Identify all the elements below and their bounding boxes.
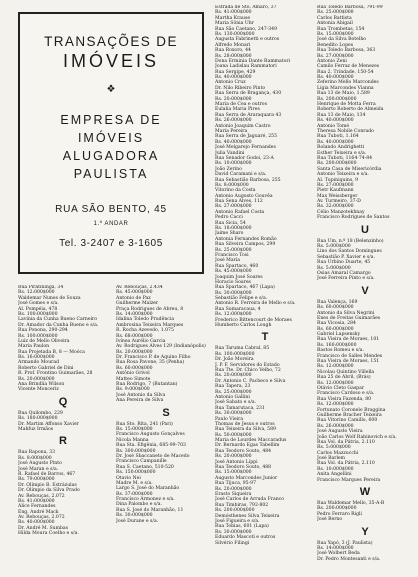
ad-address: RUA SÃO BENTO, 45	[55, 204, 167, 215]
listing-line: Rs. 100:000$000	[18, 333, 58, 339]
listing-line: Rua Roxoro, 44	[215, 48, 251, 54]
listing-line: Rua Spartaco, 460	[215, 263, 259, 269]
listing-line: Sebastião Felipe e s/a.	[215, 296, 268, 302]
section-letter: W	[359, 486, 371, 499]
listing-line: Fortunato Coronelo Braggina	[317, 407, 386, 413]
listing-line: Praça Rodrigues de Abreu, 8	[116, 306, 184, 312]
listing-line: Rua Rapona, 33	[18, 450, 56, 456]
listing-line: Nicolau Quintino Villella	[317, 369, 375, 375]
listing-line: Rs. 8:000$000	[215, 182, 249, 188]
listing-line: Dr. João Moreira	[215, 357, 254, 363]
listing-line: José Sabato e s/a.	[215, 400, 257, 406]
listing-line: Antonio Cruz	[215, 80, 246, 86]
listing-line: Rs. 15:000$000	[215, 470, 252, 476]
listing-line: Waldemar Nunes de Souza	[18, 295, 81, 301]
advertisement-box	[18, 12, 204, 274]
listing-line: Dr. José Sbaccaneto de Macedo	[116, 453, 190, 459]
section-letter: Q	[58, 395, 68, 408]
listing-line: Rua 13 de Maio, 1.589	[317, 91, 370, 97]
listing-line: Rua Valença, 169	[317, 299, 358, 305]
listing-line: Eulalia Maria Pires	[215, 107, 260, 113]
listing-column-2	[116, 285, 216, 575]
listing-line: Antonio da Silva Negrini	[317, 310, 375, 316]
listing-line: Rua Teixeira da Silva, 589	[215, 427, 276, 433]
listing-line: Rua Vicosia, 284	[317, 321, 356, 327]
ad-company-line-4: PAULISTA	[73, 167, 149, 181]
listing-line: Augusto Marcondes Junior	[215, 475, 278, 481]
listing-line: Rs. 25:000$000	[215, 389, 252, 395]
listing-line: Jaime Sharo	[215, 231, 244, 237]
listing-line: José Augusto Vieira	[317, 429, 363, 435]
listing-line: Rs. 10:000$000	[215, 161, 252, 167]
listing-line: Rua Teodoro Souto, 488	[215, 465, 272, 471]
listing-line: José Durane e s/a.	[116, 518, 159, 524]
listing-line: Rs. 200:000$000	[317, 161, 357, 167]
listing-line: Frederico Bittencourt de Moraes	[215, 317, 292, 323]
listing-line: Rs. 41:000$000	[215, 10, 252, 16]
listing-line: Paulo Vieira	[215, 416, 244, 422]
listing-line: Francisco Tosi	[215, 252, 249, 258]
listing-line: Rua Serra de Bragança, 430	[215, 91, 282, 97]
listing-line: Rs. 15:000$000	[317, 31, 354, 37]
listing-line: Av. Turmeiro, 37-D	[317, 199, 361, 205]
listing-line: Rua Quilombo, 229	[18, 410, 63, 416]
listing-line: Antonio Gallini	[215, 394, 250, 400]
listing-line: Santa Casa de Misericórdia	[317, 166, 382, 172]
listing-line: José Antonio Lippi	[215, 459, 258, 465]
listing-line: Zeferino Mello Marcondes	[317, 80, 379, 86]
listing-line: Rua Senador Godoi, 23-A	[215, 155, 274, 161]
listing-line: Lígia Marcondes Vianna	[317, 85, 374, 91]
listing-line: Célio Manzotekhnay	[317, 209, 365, 215]
listing-line: Rs. 68:000$000	[116, 333, 153, 339]
listing-line: Rua Tijuca, 95-97	[215, 481, 257, 487]
listing-line: Roberto Roberto de Almeida	[317, 107, 384, 113]
ad-company-line-2: IMÓVEIS	[77, 131, 145, 145]
ad-company-line-1: EMPRESA DE	[60, 113, 162, 127]
listing-line: Rs. 18:000$000	[215, 226, 252, 232]
listing-line: José Berno	[317, 517, 343, 523]
listing-line: Rua Sebastião Barbosa, 255	[215, 177, 281, 183]
listing-line: Rua Trombetas, 154	[317, 26, 365, 32]
listing-line: R. Prof. Frontino Guimarães, 28	[18, 371, 93, 377]
listing-line: João Zerino	[215, 166, 242, 172]
listing-line: Rs. 300:000$000	[116, 448, 156, 454]
listing-line: Rolando Andrighetti	[317, 145, 365, 151]
listing-line: Rs. 30:000$000	[215, 290, 252, 296]
listing-line: Dr. Martim Affonso Xavier	[18, 421, 79, 427]
listing-line: Rs. 12:000$000	[317, 364, 354, 370]
listing-line: Roberto Gabriel de Dini	[18, 365, 74, 371]
listing-line: Rs. 40:000$000	[18, 520, 55, 526]
listing-line: Antonio Teixeira e s/a.	[317, 172, 369, 178]
listing-column-4	[317, 5, 413, 575]
listing-line: Gabriel Lapsensky	[317, 332, 361, 338]
listing-line: Rs. 27:000$000	[215, 204, 252, 210]
listing-line: Rua Projetada B, 8 — Moóca	[18, 349, 85, 355]
listing-line: Rs. 12:000$000	[18, 290, 55, 296]
listing-line: Dr. Olímpio da Silva Prado	[18, 488, 80, 494]
listing-line: Guilherme Bracher Teixeira	[317, 412, 382, 418]
listing-line: Rs. 20:000$000	[18, 376, 55, 382]
listing-line: Dina Palombo e s/a.	[116, 502, 162, 508]
listing-line: José Maria	[215, 258, 240, 264]
listing-line: Dr. Pedro Montesanti e s/a.	[317, 556, 381, 562]
listing-line: José Melgarejo Fernandes	[215, 145, 276, 151]
listing-line: Rs. 40:000$000	[215, 139, 252, 145]
listing-line: Hilda Moura Coelho e s/a.	[18, 531, 79, 537]
listing-line: Rua Vol. da Pátria, 2.110	[317, 439, 375, 445]
listing-line: Rs. 5:000$000	[317, 445, 351, 451]
listing-line: Idalina Toledo Prudência	[116, 317, 175, 323]
listing-line: Alice Fernandes	[18, 504, 56, 510]
listing-line: Rua São Caetano, 247-349	[215, 26, 278, 32]
listing-line: Ana Pereira de Silva	[116, 398, 164, 404]
listing-line: Rs. 20:000$000	[215, 486, 252, 492]
listing-line: Henrique de Motta Ferra	[317, 102, 376, 108]
listing-line: Esther Teixeira e s/a.	[317, 150, 367, 156]
listing-line: Antonio Zeni	[317, 58, 347, 64]
listing-line: Rua Um, n.º 18 (Belenzinho)	[317, 238, 384, 244]
listing-line: José Ferreira Pinto e s/a.	[317, 276, 375, 282]
listing-line: Rua Sta. Efigênia, 685-99-703	[116, 443, 186, 449]
listing-line: Rua Sergipe, 429	[215, 69, 256, 75]
listing-line: Av. Rodrigues Alves 129 (Indianópolis)	[116, 344, 206, 350]
listing-line: Vicente Monceriz	[18, 387, 59, 393]
listing-line: Rs. 100:000$000	[215, 351, 255, 357]
listing-line: José Gomes e s/a.	[18, 301, 59, 307]
listing-line: Dr. André M. Sumbas	[18, 525, 69, 531]
listing-line: José Wolbert Beda	[317, 551, 360, 557]
listing-line: Rua Tamarutaca, 231	[215, 405, 265, 411]
listing-line: Rs. 45:000$000	[215, 269, 252, 275]
listing-line: Rua Serra de Araraquara 43	[215, 112, 282, 118]
listing-line: Luiz de Mello Oliveira	[18, 338, 70, 344]
listing-line: Rs. 20:000$000	[116, 349, 153, 355]
listing-line: Pedro Cacci	[215, 215, 243, 221]
listing-line: Mahfuz Irmãos	[18, 426, 54, 432]
listing-line: Rua Vieira Fazenda, 80	[317, 396, 372, 402]
listing-line: Silvério Filingi	[215, 540, 250, 546]
listing-line: Francisco Cardoso e s/a.	[317, 391, 375, 397]
listing-line: Pedro Ferraro Rigli	[317, 511, 362, 517]
listing-line: Rua Rosa Pavone, 35 (Penha)	[116, 360, 185, 366]
listing-line: João Carlos Wolf Rabinovich e s/a.	[317, 434, 397, 440]
section-letter: V	[361, 284, 369, 297]
listing-line: J. P. F. Servidores do Estado	[215, 362, 280, 368]
listing-column-3	[215, 5, 315, 575]
listing-line: Francisco de Salles Mendes	[317, 353, 383, 359]
listing-line: José Figueira e s/a.	[215, 518, 260, 524]
listing-line: Osias Amaral Camargo	[317, 270, 371, 276]
listing-line: Rua Yapó, 3 (J. Paulista)	[317, 540, 373, 546]
listing-line: Maria de Cea e outros	[215, 102, 267, 108]
listing-line: Dr. Francisco P. de Aquino Filho	[116, 355, 191, 361]
listing-line: Maria Pereira	[215, 128, 248, 134]
listing-line: Av. Rebouças, 2.072	[18, 515, 65, 521]
listing-line: Eng. André Mack	[18, 509, 59, 515]
listing-line: Rs. 16:000$000	[18, 355, 55, 361]
listing-line: Rs. 40:000$000	[215, 75, 252, 81]
listing-line: Rs. 26:000$000	[215, 118, 252, 124]
listing-line: Rs. 180:000$000	[18, 416, 58, 422]
listing-line: Rua Sena Alves, 112	[215, 199, 263, 205]
listing-line: Antonia Fernandes Romão	[215, 236, 277, 242]
listing-column-1	[18, 285, 108, 575]
listing-line: Alfredo Monari	[215, 42, 251, 48]
listing-line: Rs. 25:000$000	[215, 247, 252, 253]
listing-line: Rs. 30:000$000	[215, 411, 252, 417]
listing-line: Dr. Antonio C. Pacheco e Silva	[215, 378, 286, 384]
listing-line: José da Silva Botelho	[317, 37, 367, 43]
listing-line: Rs. 130:000$000	[215, 31, 255, 37]
listing-line: Julia Vandini	[215, 150, 245, 156]
ad-phones: Tel. 3-2407 e 3-1605	[59, 238, 163, 249]
listing-line: Dona Erminia Dante Rammatori	[215, 58, 291, 64]
listing-line: Rs. 8:000$000	[18, 455, 52, 461]
listing-line: Dr. Nilo Ribeiro Pinto	[215, 85, 266, 91]
section-letter: U	[361, 223, 369, 236]
listing-line: Otavio Nei	[116, 475, 141, 481]
ornament-icon: ❖	[106, 84, 116, 95]
listing-line: José Carlos de Arruda Franco	[215, 497, 284, 503]
listing-line: Rs. 50:000$000	[215, 432, 252, 438]
listing-line: Rua 2. Trindade, 150-54	[317, 69, 374, 75]
listing-line: Bastos Romeu e s/a.	[317, 348, 364, 354]
listing-line: R. Rafael de Barros, 467	[18, 471, 76, 477]
section-letter: S	[162, 406, 170, 419]
listing-line: Rs. 40:000$000	[317, 139, 354, 145]
listing-line: Augusta Fabrinetti e outros	[215, 37, 280, 43]
listing-line: Rs. 160:000$000	[317, 342, 357, 348]
listing-line: Rs. 60:000$000	[317, 305, 354, 311]
listing-line: Rs. 14:000$000	[317, 545, 354, 551]
listing-line: Otávio Cleto Gaspar	[317, 386, 365, 391]
listing-line: Rs. 9:000$000	[116, 387, 150, 393]
listing-line: Rs. 45:000$000	[116, 290, 153, 296]
listing-line: Dr. Amador da Cunha Bueno e s/a.	[18, 322, 99, 328]
listing-line: José Maran e s/a.	[18, 466, 59, 472]
listing-line: Antônio Grivol	[116, 371, 150, 377]
listing-line: Rua Waldemar Mello, 35-A-B	[317, 501, 385, 507]
listing-line: Al. Pompéia, 478	[18, 306, 58, 312]
listing-line: Rs. 10:000$000	[317, 466, 354, 472]
listing-line: Largo S. José do Maranhão	[116, 486, 180, 492]
listing-line: Rs. 32:000$000	[317, 204, 354, 210]
listing-line: Rs. 26:000$000	[317, 423, 354, 429]
ad-title-line-2: IMÓVEIS	[62, 51, 159, 71]
listing-line: Maria de Lourdes Maccaradus	[215, 438, 287, 444]
listing-line: Francisco Marques Pereira	[317, 477, 381, 483]
listing-line: Av. Rebouças, 2.072	[18, 493, 65, 499]
listing-line: Rs. 30:000$000	[116, 513, 153, 519]
listing-line: Rs. 100:000$000	[18, 311, 58, 317]
listing-line: Rua Toledo Barbosa, 791-99	[317, 5, 383, 10]
listing-line: Sebastião P. Xavier e s/a.	[317, 254, 375, 260]
listing-line: Rua Sicia, 54	[215, 220, 246, 226]
listing-line: José Antonio da Silva	[116, 392, 166, 398]
listing-line: Antonia Abigail	[317, 21, 353, 27]
listing-line: Rs. 27:000$000	[317, 182, 354, 188]
listing-line: Francisco Campanille	[116, 459, 167, 465]
listing-line: Rs. 30:000$000	[215, 529, 252, 535]
listing-line: Rua 13 de Maio, 134	[317, 112, 366, 118]
listing-line: Rs. 5:000$000	[317, 244, 351, 250]
listing-line: Ana Brindlia Wilson	[18, 382, 65, 388]
listing-line: Antonio Rafael Costa	[215, 209, 265, 215]
listing-line: Martha Krause	[215, 15, 251, 21]
listing-line: Joaquim José Soares	[215, 274, 263, 280]
listing-line: Horacio Soares	[215, 279, 251, 285]
listing-line: Rs. 40:000$000	[317, 118, 354, 124]
listing-line: Maria Paulon	[18, 344, 50, 350]
listing-line: Enes de Freitas Guimarães	[317, 315, 381, 321]
listing-line: Carlos Mazzucchi	[317, 450, 359, 456]
listing-line: Max Weissberger	[317, 193, 358, 199]
listing-line: Pietr Kaufmann	[317, 188, 354, 194]
listing-line: Dr. Bernardo Egas Tabellim	[215, 443, 280, 449]
listing-line: Rs. 25:000$000	[317, 10, 354, 16]
listing-line: Madre M. e s/a.	[116, 480, 153, 486]
listing-line: Rs. 200:000$000	[317, 506, 357, 512]
listing-line: Benedito Lopes	[317, 42, 354, 48]
listing-line: Rua Vol. da Pátria, 2.110	[317, 461, 375, 467]
listing-line: Erasto Siqueira	[215, 491, 252, 497]
listing-line: Estrada de Sto. Amaro, 37	[215, 5, 277, 10]
listing-line: Antonio de Paz	[116, 295, 151, 301]
listing-line: Rs. 27:000$000	[317, 53, 354, 59]
listing-line: Joana Ladislau Rammatori	[215, 64, 277, 70]
listing-line: Antonio Tomé	[317, 123, 350, 129]
listing-line: Rua Rodrigo, 7 (Butantan)	[116, 382, 178, 388]
section-letter: Y	[361, 525, 369, 538]
listing-line: Eduardo Mascoti e outros	[215, 535, 276, 541]
listing-line: Rs. 12:000$000	[317, 402, 354, 408]
listing-line: Rua S. Caetano, 510-520	[116, 464, 174, 470]
listing-line: Rua Piratininga, 34	[18, 285, 64, 290]
listing-line: Rua 25 de Abril, (Brás)	[317, 375, 371, 381]
listing-line: Rs. 60:000$000	[317, 326, 354, 332]
listing-line: Rua S. José do Maranhão, 11	[116, 507, 184, 513]
listing-line: Ivínea Aurélio Garcia	[116, 338, 166, 344]
listing-line: Armando Mourad	[18, 360, 60, 366]
listing-line: Rua Tuboti, 1164-74-84	[317, 155, 373, 161]
listing-line: José Barlem	[317, 456, 345, 462]
listing-line: Rua Sumaracaua, 4	[215, 306, 261, 312]
listing-line: Thomas de Jesus e outros	[215, 421, 275, 427]
listing-line: Rua Teodoro Souto, 484	[215, 448, 272, 454]
listing-line: Rs. 41:000$000	[18, 498, 55, 504]
listing-line: Rua Tuboti, 1.164	[317, 134, 359, 140]
ad-company-line-3: ALUGADORA	[62, 149, 160, 163]
listing-line: Rs. 40:000$000	[317, 75, 354, 81]
listing-line: Maria Sônia Uhr	[215, 21, 254, 27]
listing-line: Rs. 37:000$000	[116, 491, 153, 497]
ad-title-line-1: TRANSAÇÕES DE	[44, 34, 178, 49]
listing-line: Rs. 150:000$000	[116, 470, 156, 476]
listing-line: Rs. 12:000$000	[215, 312, 252, 318]
listing-line: David Caramani e s/a.	[215, 172, 267, 178]
listing-line: Rs. 20:000$000	[215, 454, 252, 460]
listing-line: Rua Tte. Dr. Chico Velho, 72	[215, 368, 281, 373]
listing-line: Rua Taruma Cabral, 85	[215, 346, 270, 352]
ad-floor: 1.º ANDAR	[93, 221, 129, 227]
listing-line: Rua Spartaco, 467 (Lapa)	[215, 285, 275, 291]
listing-line: Rua Timbiras, 792-802	[215, 502, 269, 508]
listing-line: Guilherme Malzer	[116, 301, 159, 307]
listing-line: Demósthenes Silva Teixeira	[215, 513, 280, 519]
listing-line: Al. Tupiniquins, 9	[317, 177, 359, 183]
listing-line: Rua Vieira de Moraes, 101	[317, 337, 380, 343]
listing-line: Rua Vieira de Moraes, 151	[317, 359, 380, 365]
listing-line: Rua Ponona, 290-294	[18, 328, 68, 334]
listing-line: Rs. 200:000$000	[215, 508, 255, 514]
listing-line: Rs. 20:000$000	[215, 373, 252, 379]
listing-line: Rua Toledo Barbosa, 363	[317, 48, 376, 54]
listing-line: José Augusto Pinto	[18, 461, 62, 467]
listing-line: Carlos Battista	[317, 15, 352, 21]
listing-line: Anita Angellini	[317, 472, 352, 478]
listing-line: Antonio Augusto Gouvêa	[215, 193, 273, 199]
listing-line: Av. Rebouças, 2.434	[116, 285, 163, 290]
listing-line: Dr. Olímpio B. Estrázulas	[18, 482, 77, 488]
listing-line: Lavínia da Cunha Bueno Carneiro	[18, 317, 98, 323]
listing-line: Ambrosina Teixeira Marques	[116, 322, 184, 328]
listing-line: Rua Vitorino Camillo, 600	[317, 418, 378, 424]
listing-line: Rs. 5:000$000	[317, 265, 351, 271]
listing-line: Antonio R. Ferreira de Mello e s/a.	[215, 301, 296, 307]
listing-line: Rs. 12:000$000	[317, 380, 354, 386]
listing-line: Lino dos Santos Domingues	[317, 249, 382, 255]
section-letter: T	[261, 331, 269, 344]
listing-line: Rs. 200:000$000	[317, 96, 357, 102]
listing-line: Matteo Simote	[116, 376, 151, 382]
listing-line: Rua Silveira Campos, 299	[215, 242, 276, 248]
listing-line: Antonio Joaquim Castro	[215, 123, 271, 129]
listing-line: Camilo Ferraz de Menezes	[317, 64, 380, 70]
listing-line: Rua Serra de Jaguaré, 255	[215, 134, 278, 140]
listing-line: Rs. 28:000$000	[215, 53, 252, 59]
listing-line: Rs. 79:000$000	[18, 477, 55, 483]
listing-line: Rua Sto. Rita, 241 (Pari)	[116, 421, 173, 427]
listing-line: Rs. 14:000$000	[116, 311, 153, 317]
listing-line: Rua Urbino Duarte, 45	[317, 260, 371, 266]
listing-line: Rs. 60:000$000	[116, 365, 153, 371]
listing-line: Vitorino da Costa	[215, 188, 256, 194]
listing-line: Rua Tobias, 601 (Lapa)	[215, 524, 269, 530]
listing-line: Francisco Augusto Gonçalves	[116, 432, 185, 438]
listing-line: Nicola Manna	[116, 437, 149, 443]
listing-line: Rs. 15:000$000	[116, 426, 153, 432]
listing-line: Francisco Armonez e s/a.	[116, 497, 175, 503]
listing-line: Francisco Rodrigues de Santos	[317, 215, 390, 221]
section-letter: R	[59, 435, 67, 448]
listing-line: Rs. 20:000$000	[215, 96, 252, 102]
listing-line: Rua Tapera, 23	[215, 384, 251, 390]
listing-line: Theresa Nobile Conrado	[317, 128, 374, 134]
listing-line: R. Rocha Azevedo, 1.075	[116, 328, 174, 334]
listing-line: Humberto Carlos Lough	[215, 323, 272, 329]
